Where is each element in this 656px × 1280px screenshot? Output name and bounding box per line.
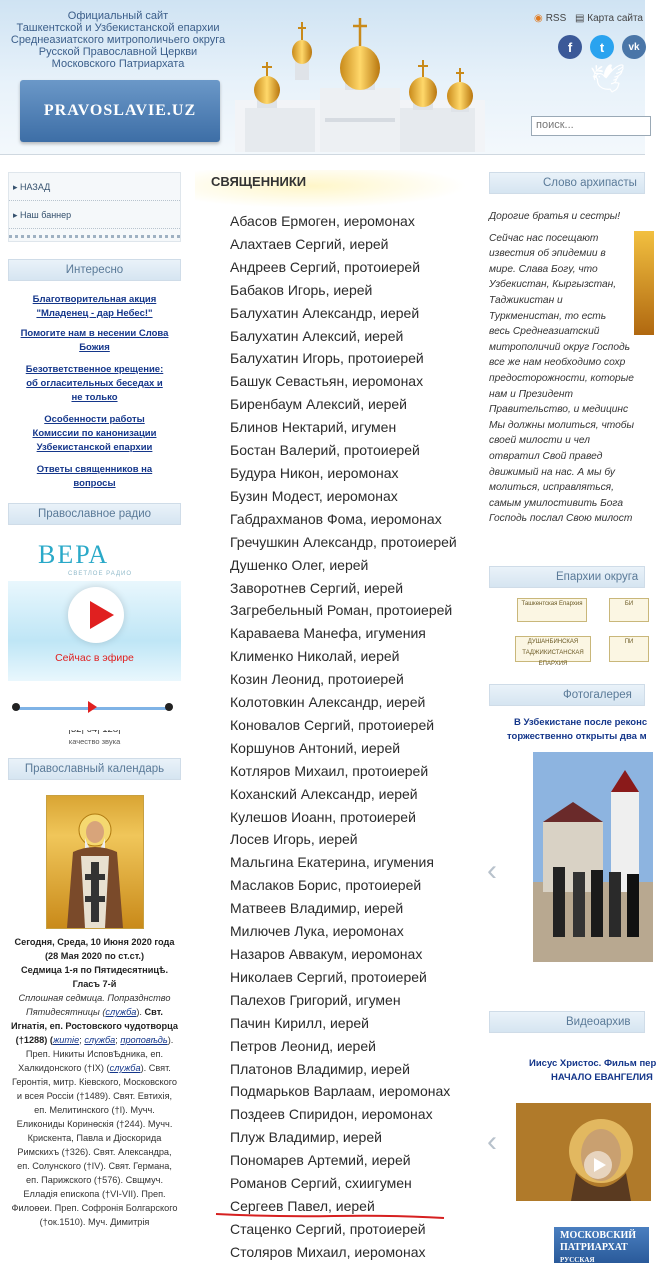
- priest-list-item[interactable]: Николаев Сергий, протоиерей: [230, 968, 427, 985]
- interest-link[interactable]: Помогите нам в несении Слова Божия: [20, 328, 169, 353]
- priest-list-item[interactable]: Караваева Манефа, игумения: [230, 625, 426, 642]
- video-caption-line[interactable]: Иисус Христос. Фильм пер: [529, 1058, 656, 1069]
- archpastor-text-line: Узбекистан, Кыргызстан,: [489, 279, 617, 291]
- priest-list-item[interactable]: Блинов Нектарий, игумен: [230, 419, 397, 436]
- red-handdrawn-underline: [214, 1210, 446, 1222]
- archpastor-text-line: нам и Президент: [489, 388, 573, 400]
- vk-icon[interactable]: vk: [622, 35, 646, 59]
- service-link[interactable]: служба: [105, 1007, 137, 1017]
- nav-item-label: Наш баннер: [20, 210, 72, 220]
- diocese-badge[interactable]: ПИ: [609, 636, 649, 662]
- radio-brand-text: ВЕРА: [38, 540, 110, 569]
- calendar-rest2: ). Свят. Геронтія, митр. Кіевского, Московского и всея Россіи (†1489). Свят. Евтихія, еп. Мелитинского (†I). Мучч. Еликониды Коринѳскія (†244). Мучч. Крискента, Павла и Діоскорида Римскихъ (†326). Свят. Александра, еп. Солунского (†IV). Свят. Германа, еп. Парижского (†576). Свщмуч. Елладія епископа (†VI-VII). Преп. Филоѳеи. Преп. Софронія Болгарского (†ок.1510). Муч. Димитрія: [11, 1063, 178, 1227]
- priest-list-item[interactable]: Плуж Владимир, иерей: [230, 1129, 382, 1146]
- priest-list-item[interactable]: Заворотнев Сергий, иерей: [230, 579, 404, 596]
- priest-list-item[interactable]: Коновалов Сергий, протоиерей: [230, 716, 435, 733]
- site-logo-link[interactable]: [20, 80, 220, 142]
- site-logo-text: PRAVOSLAVIE.UZ: [43, 102, 197, 119]
- interest-link[interactable]: Безответственное крещение: об огласительных беседах и не только: [25, 364, 164, 403]
- priest-list-item[interactable]: Палехов Григорий, игумен: [230, 991, 401, 1008]
- calendar-text: Сегодня, Среда, 10 Июня 2020 года (28 Мая 2020 по ст.ст.) Седмица 1-я по Пятидесятницѣ. Гласъ 7-й Сплошная седмица. Попразднство Пятидесятницы (служба). Свт. Игнатія, еп. Ростовского чудотворца (†1288) (житіе; служба; проповѣдь). Преп. Никиты ИсповѢдника, еп. Халкидонского (†IX) (служба). Свят. Геронтія, митр. Кіевского, Московского и всея Россіи (†1489). Свят. Евтихія, еп. Мелитинского (†I). Мучч. Еликониды Коринѳскія (†244). Мучч. Крискента, Павла и Діоскорида Римскихъ (†326). Свят. Александра, еп. Солунского (†IV). Свят. Германа, еп. Парижского (†576). Свщмуч. Елладія епископа (†VI-VII). Преп. Филоѳеи. Преп. Софронія Болгарского (†ок.1510). Муч. Димитрія: [11, 937, 178, 1227]
- priest-list-item[interactable]: Клименко Николай, иерей: [230, 648, 400, 665]
- mp-logo-line: РУССКАЯ: [560, 1256, 595, 1264]
- zhitie-link[interactable]: житіе: [52, 1035, 80, 1045]
- video-header: Видеоархив: [489, 1011, 645, 1033]
- priest-list-item[interactable]: Маслаков Борис, протоиерей: [230, 877, 422, 894]
- priest-list-item[interactable]: Балухатин Алексий, иерей: [230, 327, 404, 344]
- archpastor-text-line: все же нам необходимо сохр: [489, 357, 626, 369]
- priest-list-item[interactable]: Абасов Ермоген, иеромонах: [230, 213, 415, 229]
- calendar-rest: Преп. Никиты ИсповѢдника, еп. Халкидонского (†IX) (: [18, 1049, 164, 1073]
- rss-link[interactable]: RSS: [545, 13, 567, 24]
- title-line: Официальный сайт: [67, 10, 169, 22]
- title-line: Среднеазиатского митрополичьего округа: [10, 34, 226, 46]
- volume-end-dot: [165, 703, 173, 711]
- archpastor-block: [489, 209, 645, 525]
- sitemap-link[interactable]: Карта сайта: [587, 13, 643, 24]
- right-sidebar: [487, 172, 656, 1273]
- nav-item-banner[interactable]: ▸ Наш баннер: [9, 201, 180, 229]
- priest-list-item[interactable]: Алахтаев Сергий, иерей: [230, 235, 389, 252]
- cathedral-domes-image: [225, 10, 490, 152]
- volume-start-dot: [12, 703, 20, 711]
- priest-list-item[interactable]: Бостан Валерий, протоиерей: [230, 442, 420, 459]
- priest-list-item[interactable]: Романов Сергий, схиигумен: [230, 1175, 412, 1192]
- diocese-badge[interactable]: Ташкентская Епархия: [517, 598, 587, 622]
- gallery-caption-line[interactable]: торжественно открыты два м: [507, 731, 647, 742]
- archpastor-text-line: мире. Слава Богу, что: [489, 263, 598, 275]
- priest-list-item[interactable]: Будура Никон, иеромонах: [230, 464, 399, 481]
- archpastor-text: [489, 209, 645, 527]
- moscow-patriarchate-logo[interactable]: [554, 1227, 649, 1263]
- priest-list-item[interactable]: Биренбаум Алексий, иерей: [230, 396, 407, 413]
- priest-list-item[interactable]: Бабаков Игорь, иерей: [230, 281, 373, 298]
- calendar-saint: Свт. Игнатія, еп. Ростовского чудотворца (†1288) (: [11, 1007, 178, 1045]
- priest-list-item[interactable]: Сергеев Павел, иерей: [230, 1197, 375, 1214]
- main-content: [195, 170, 480, 1264]
- archpastor-text-line: Сейчас нас посещают: [489, 232, 599, 244]
- calendar-header: Православный календарь: [8, 758, 181, 780]
- archpastor-text-line: известия об эпидемии в: [489, 248, 606, 260]
- dove-icon: 🕊: [590, 63, 626, 94]
- site-title: [8, 10, 228, 70]
- archpastor-text-line: самым умилостивить Бога: [489, 497, 623, 509]
- title-line: Ташкентской и Узбекистанской епархии: [16, 22, 220, 34]
- radio-widget: [8, 535, 181, 730]
- video-caption-line[interactable]: НАЧАЛО ЕВАНГЕЛИЯ: [551, 1072, 653, 1083]
- interest-link[interactable]: Благотворительная акция "Младенец - дар Небес!": [32, 294, 157, 319]
- priest-list-item[interactable]: Стаценко Сергий, протоиерей: [230, 1220, 426, 1237]
- rss-icon[interactable]: ◉: [533, 13, 543, 24]
- top-links: [534, 13, 643, 24]
- priest-list-item[interactable]: Козин Леонид, протоиерей: [230, 671, 404, 688]
- priest-list-item[interactable]: Назаров Аввакум, иеромонах: [230, 946, 423, 962]
- archpastor-text-line: молиться, исправляться,: [489, 482, 614, 494]
- priest-list-item[interactable]: Гречушкин Александр, протоиерей: [230, 533, 457, 550]
- archpastor-text-line: Туркменистан, то есть: [489, 310, 607, 322]
- archpastor-text-line: митрополичий округ Господь: [489, 341, 630, 353]
- priest-list-item[interactable]: Балухатин Александр, иерей: [230, 304, 420, 321]
- priest-list-item[interactable]: Матвеев Владимир, иерей: [230, 900, 404, 917]
- calendar-week: Седмица 1-я по Пятидесятницѣ. Гласъ 7-й: [21, 965, 168, 989]
- play-button[interactable]: [68, 587, 124, 643]
- twitter-icon[interactable]: t: [590, 35, 614, 59]
- priest-list-item[interactable]: Пономарев Артемий, иерей: [230, 1152, 411, 1169]
- archpastor-text-line: Мы должны молиться, чтобы: [489, 419, 634, 431]
- calendar-date: Сегодня, Среда, 10 Июня 2020 года (28 Мая 2020 по ст.ст.): [14, 937, 175, 961]
- nav-box: [8, 172, 181, 242]
- nav-item-label: НАЗАД: [20, 182, 51, 192]
- volume-handle[interactable]: [88, 701, 97, 713]
- nav-item-back[interactable]: ▸ НАЗАД: [9, 173, 180, 201]
- icon-figure: [47, 796, 143, 928]
- diocese-badge[interactable]: ДУШАНБИНСКАЯ ТАДЖИКИСТАНСКАЯ ЕПАРХИЯ: [515, 636, 591, 662]
- priest-list-item[interactable]: Подмарьков Варлаам, иеромонах: [230, 1083, 451, 1100]
- priest-list-item[interactable]: Поздеев Спиридон, иеромонах: [230, 1106, 433, 1123]
- interest-link[interactable]: Ответы священников на вопросы: [36, 464, 153, 489]
- saint-icon-image[interactable]: [46, 795, 144, 929]
- gallery-caption-line[interactable]: В Узбекистане после реконс: [514, 717, 648, 728]
- archpastor-text-line: предосторожности, которые: [489, 372, 634, 384]
- priest-list-item[interactable]: Платонов Владимир, иерей: [230, 1060, 410, 1077]
- video-block: [487, 1033, 656, 1273]
- sermon-link[interactable]: проповѣдь: [120, 1035, 168, 1045]
- dioceses-header: Епархии округа: [489, 566, 645, 588]
- priest-list-item[interactable]: Столяров Михаил, иеромонах: [230, 1243, 426, 1260]
- archpastor-text-line: Правительство, и медицинс: [489, 404, 629, 416]
- service-link[interactable]: служба: [109, 1063, 141, 1073]
- priest-list-item[interactable]: Балухатин Игорь, протоиерей: [230, 350, 424, 367]
- archpastor-text-line: Таджикистан и: [489, 294, 563, 306]
- mp-logo-line: ПАТРИАРХАТ: [560, 1242, 628, 1253]
- title-line: Русской Православной Церкви: [38, 46, 198, 58]
- priest-list: [195, 210, 480, 1264]
- dioceses-badges: [489, 588, 645, 668]
- priest-list-item[interactable]: Кулешов Иоанн, протоиерей: [230, 808, 416, 825]
- service-link[interactable]: служба: [84, 1035, 116, 1045]
- priest-list-item[interactable]: Коршунов Антоний, иерей: [230, 739, 401, 756]
- quality-label: качество звука: [68, 737, 121, 746]
- priest-list-item[interactable]: Милючев Лука, иеромонах: [230, 923, 404, 940]
- priest-list-item[interactable]: Бузин Модест, иеромонах: [230, 487, 398, 504]
- priest-list-item[interactable]: Лосев Игорь, иерей: [230, 831, 358, 848]
- priest-list-item[interactable]: Габдрахманов Фома, иеромонах: [230, 510, 442, 527]
- archpastor-text-line: своей милости и чел: [489, 435, 590, 447]
- page-title: СВЯЩЕННИКИ: [195, 170, 480, 210]
- archpastor-text-line: Господь послал Свою милост: [489, 513, 633, 525]
- radio-brand-sub: СВЕТЛОЕ РАДИО: [68, 571, 132, 577]
- interest-link[interactable]: Особенности работы Комиссии по канонизации Узбекистанской епархии: [32, 414, 157, 453]
- priest-list-item[interactable]: Андреев Сергий, протоиерей: [230, 258, 421, 275]
- search-input[interactable]: поиск...: [531, 116, 651, 136]
- video-prev-arrow[interactable]: ‹: [487, 1125, 497, 1158]
- gallery-block: [487, 706, 648, 981]
- facebook-icon[interactable]: f: [558, 35, 582, 59]
- divider: [9, 235, 180, 241]
- priest-list-item[interactable]: Башук Севастьян, иеромонах: [230, 373, 424, 390]
- sitemap-icon: ▤: [575, 13, 585, 24]
- priest-list-item[interactable]: Котляров Михаил, протоиерей: [230, 762, 429, 779]
- site-header: [0, 0, 645, 155]
- priest-list-item[interactable]: Загребельный Роман, протоиерей: [230, 602, 453, 619]
- interesting-header: Интересно: [8, 259, 181, 281]
- archpastor-photo[interactable]: [634, 231, 654, 335]
- gallery-photo[interactable]: [533, 752, 653, 962]
- mp-logo-line: МОСКОВСКИЙ: [560, 1230, 637, 1241]
- radio-header: Православное радио: [8, 503, 181, 525]
- archpastor-text-line: движимый на нас. А мы бу: [489, 466, 615, 478]
- archpastor-text-line: отвратил Свой правед: [489, 450, 603, 462]
- video-thumbnail[interactable]: [516, 1103, 651, 1201]
- interesting-links: [8, 281, 181, 491]
- play-icon: [68, 587, 124, 643]
- priest-list-item[interactable]: Колотовкин Александр, иерей: [230, 694, 426, 711]
- archpastor-header: Слово архипасты: [489, 172, 645, 194]
- on-air-label: Сейчас в эфире: [55, 652, 134, 664]
- gallery-prev-arrow[interactable]: ‹: [487, 854, 497, 887]
- left-sidebar: [8, 172, 181, 1229]
- gallery-header: Фотогалерея: [489, 684, 645, 706]
- title-line: Московского Патриархата: [51, 58, 185, 70]
- archpastor-text-line: Дорогие братья и сестры!: [489, 211, 621, 222]
- priest-list-item[interactable]: Петров Леонид, иерей: [230, 1037, 376, 1054]
- priest-list-item[interactable]: Коханский Александр, иерей: [230, 785, 418, 802]
- diocese-badge[interactable]: БИ: [609, 598, 649, 622]
- radio-brand: [38, 540, 109, 570]
- priest-list-item[interactable]: Пачин Кирилл, иерей: [230, 1014, 369, 1031]
- priest-list-item[interactable]: Душенко Олег, иерей: [230, 556, 369, 573]
- calendar-fast: Сплошная седмица. Попразднство Пятидесятницы (: [18, 993, 171, 1017]
- archpastor-text-line: весь Среднеазиатский: [489, 326, 600, 338]
- priest-list-item[interactable]: Мальгина Екатерина, игумения: [230, 854, 434, 871]
